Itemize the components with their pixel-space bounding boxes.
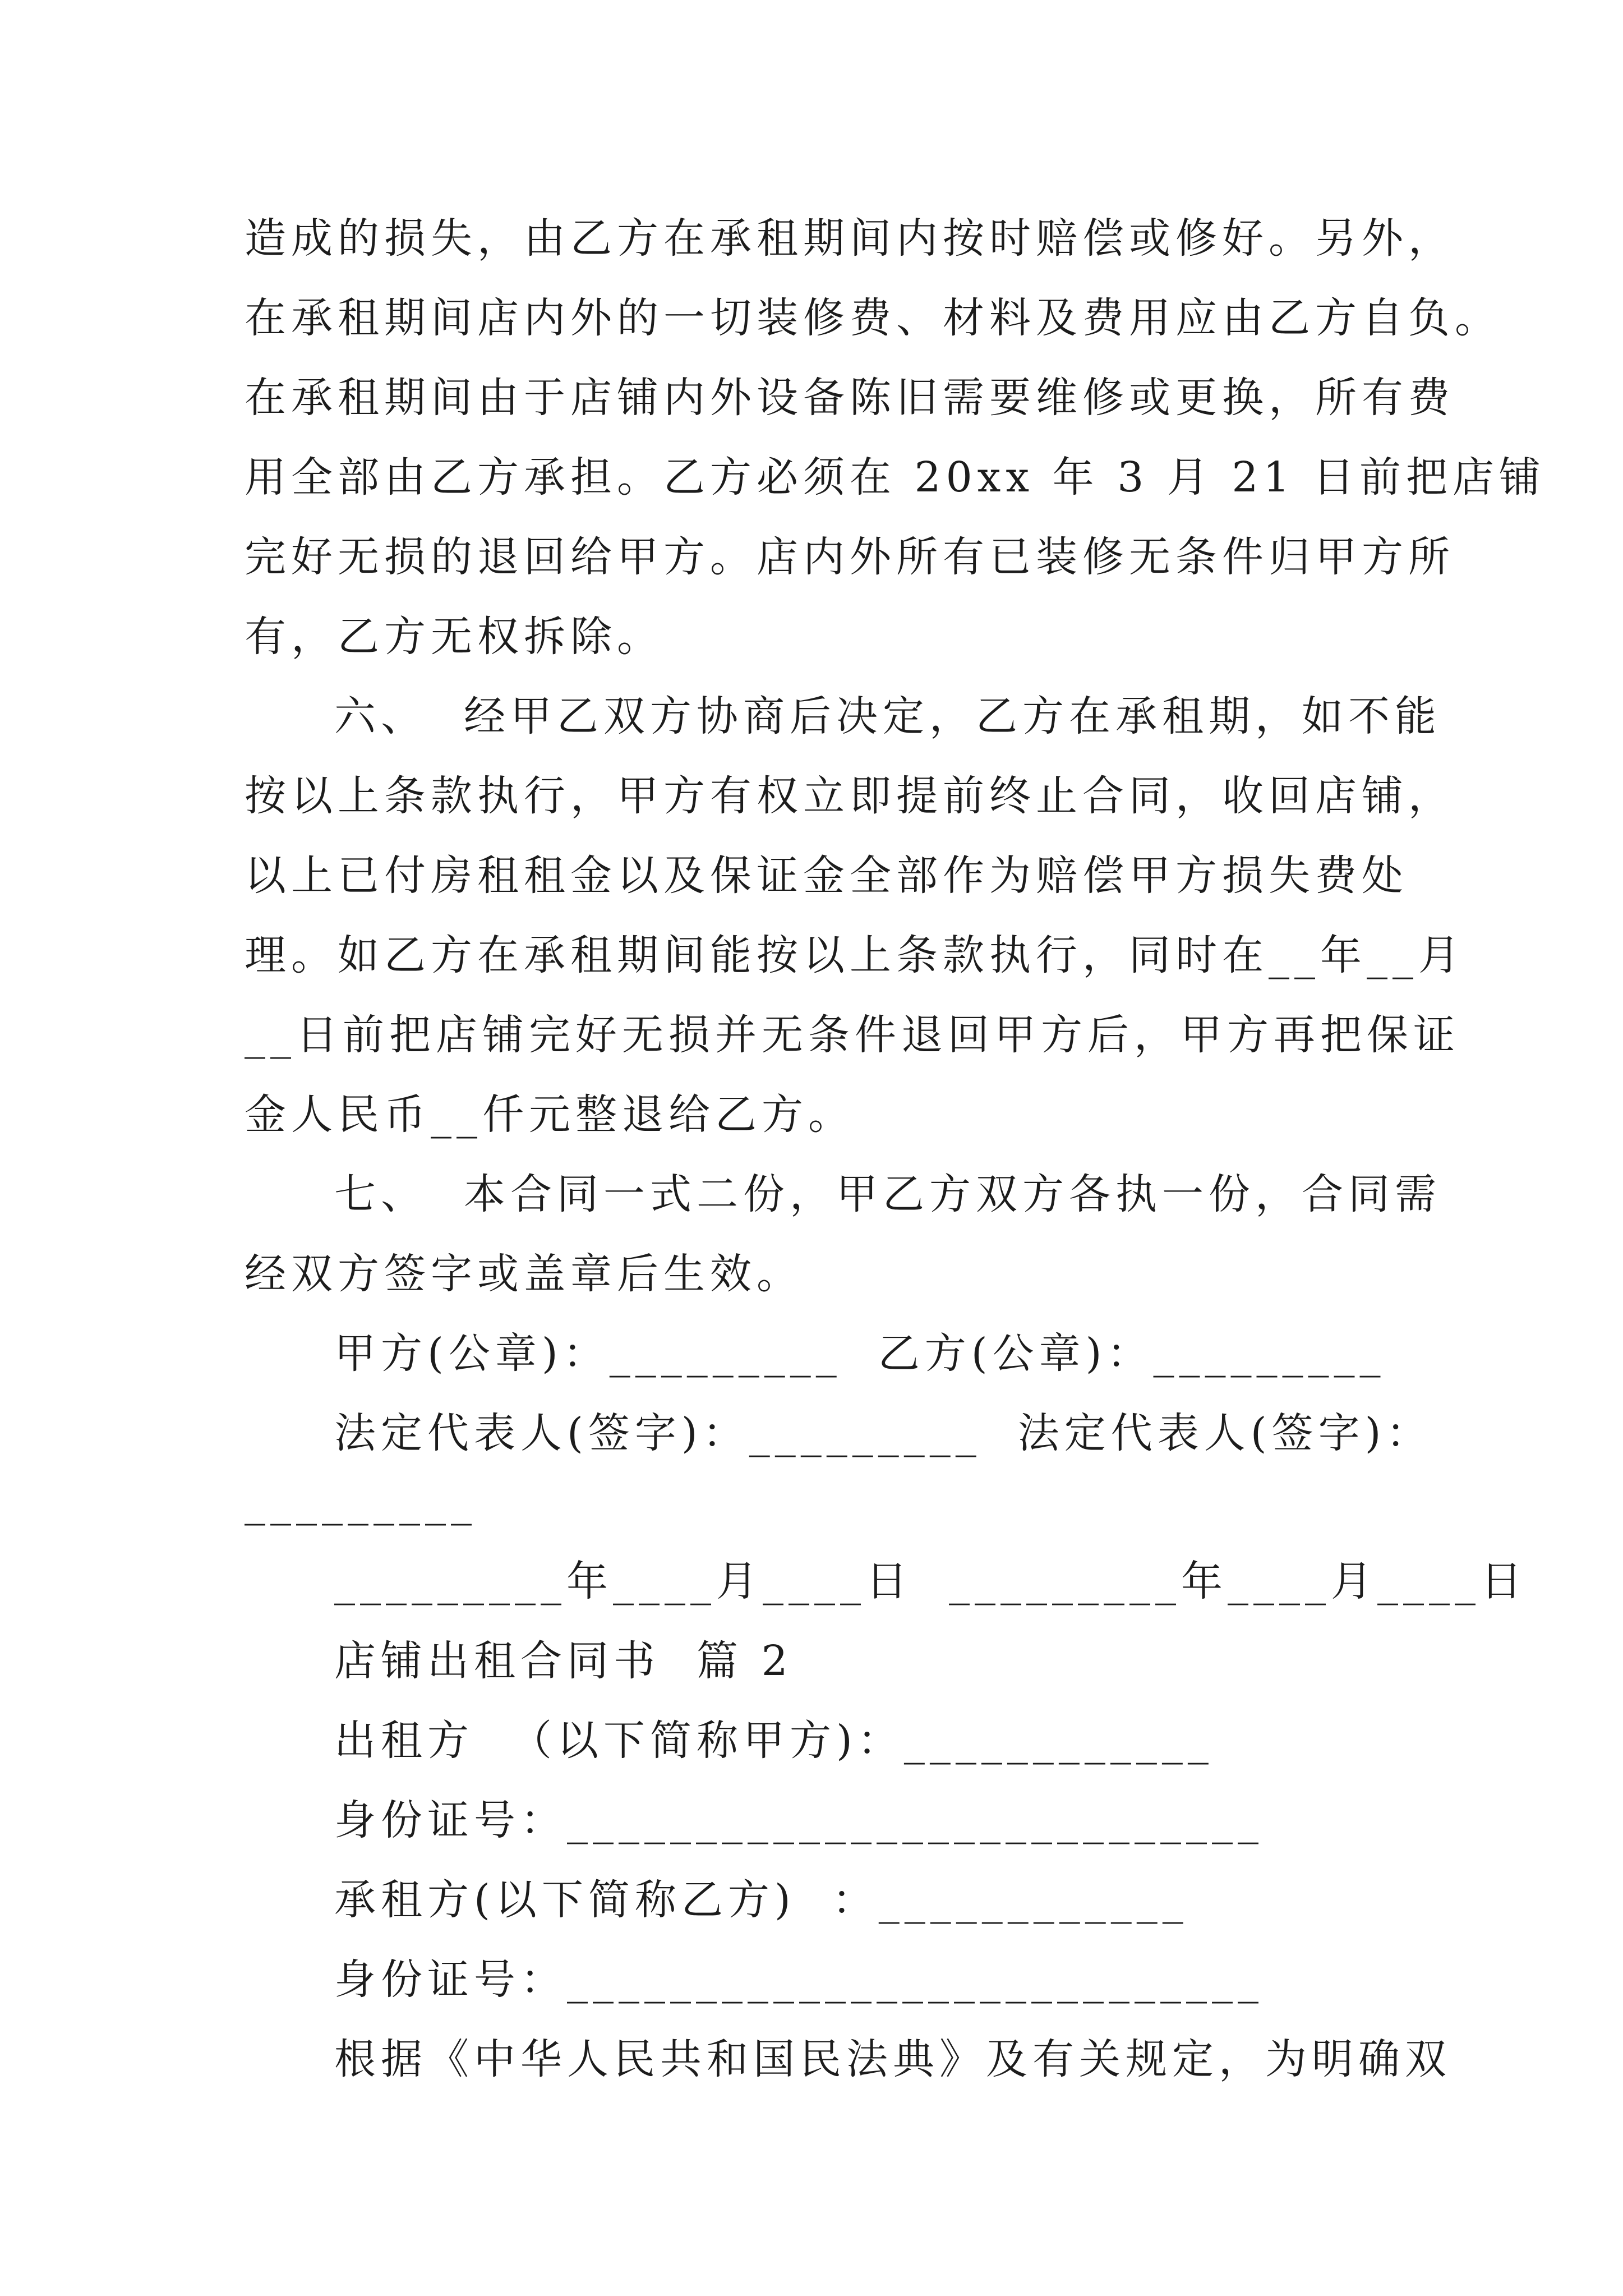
paragraph-line: 根据《中华人民共和国民法典》及有关规定，为明确双 bbox=[334, 2035, 1451, 2083]
paragraph-line: 完好无损的退回给甲方。店内外所有已装修无条件归甲方所 bbox=[245, 533, 1455, 581]
clause-6-line: 六、 经甲乙双方协商后决定，乙方在承租期，如不能 bbox=[334, 692, 1442, 740]
clause-7-line: 七、 本合同一式二份，甲乙方双方各执一份，合同需 bbox=[334, 1170, 1442, 1218]
paragraph-line: 金人民币__仟元整退给乙方。 bbox=[245, 1091, 855, 1139]
lessee-field: 承租方(以下简称乙方) ：____________ bbox=[334, 1876, 1188, 1924]
paragraph-line: 有，乙方无权拆除。 bbox=[245, 613, 663, 661]
paragraph-line: 用全部由乙方承担。乙方必须在 20xx 年 3 月 21 日前把店铺 bbox=[245, 453, 1546, 501]
lessor-id-field: 身份证号：___________________________ bbox=[334, 1796, 1264, 1844]
paragraph-line: 以上已付房租租金以及保证金全部作为赔偿甲方损失费处 bbox=[245, 852, 1408, 900]
paragraph-line: 在承租期间由于店铺内外设备陈旧需要维修或更换，所有费 bbox=[245, 374, 1455, 422]
seal-line: 甲方(公章)：_________ 乙方(公章)：_________ bbox=[334, 1329, 1386, 1378]
lessee-id-field: 身份证号：___________________________ bbox=[334, 1955, 1264, 2004]
paragraph-line: 造成的损失，由乙方在承租期间内按时赔偿或修好。另外， bbox=[245, 214, 1455, 263]
paragraph-line: 理。如乙方在承租期间能按以上条款执行，同时在__年__月 bbox=[245, 931, 1465, 979]
lessor-field: 出租方 （以下简称甲方)：____________ bbox=[334, 1717, 1214, 1765]
section-title: 店铺出租合同书 篇 2 bbox=[334, 1637, 793, 1685]
signature-blank: _________ bbox=[245, 1478, 477, 1526]
signature-line: 法定代表人(签字)：_________ 法定代表人(签字)： bbox=[334, 1409, 1433, 1457]
paragraph-line: 按以上条款执行，甲方有权立即提前终止合同，收回店铺， bbox=[245, 772, 1455, 820]
date-line: _________年____月____日 _________年____月____日 bbox=[334, 1557, 1528, 1605]
paragraph-line: __日前把店铺完好无损并无条件退回甲方后，甲方再把保证 bbox=[245, 1011, 1460, 1059]
paragraph-line: 经双方签字或盖章后生效。 bbox=[245, 1250, 803, 1298]
paragraph-line: 在承租期间店内外的一切装修费、材料及费用应由乙方自负。 bbox=[245, 294, 1501, 342]
